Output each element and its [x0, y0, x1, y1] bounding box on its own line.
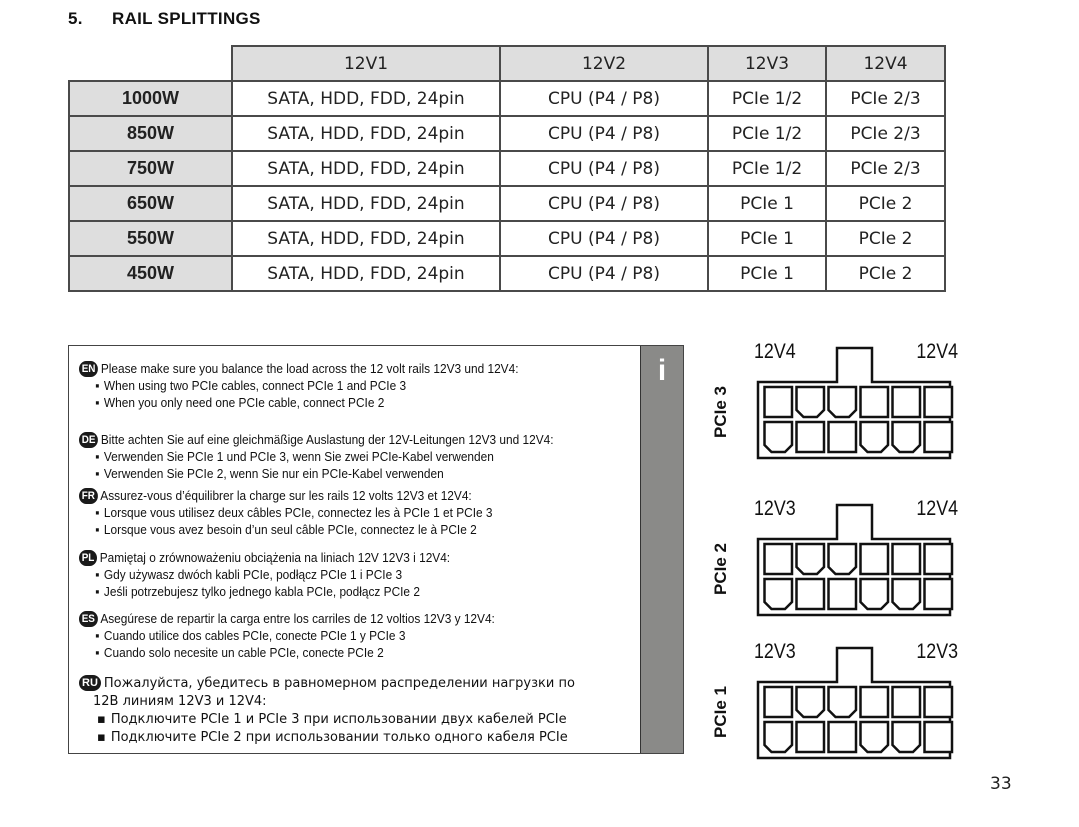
note-bullet: ▪ Cuando utilice dos cables PCIe, conecte PCIe 1 y PCIe 3 [79, 627, 583, 644]
note-bullet: ▪ Gdy używasz dwóch kabli PCIe, podłącz PCIe 1 i PCIe 3 [79, 566, 583, 583]
right-rail-label: 12V4 [916, 340, 958, 363]
table-header-12v4: 12V4 [826, 46, 945, 81]
connector-pin-chamfered [797, 544, 825, 574]
connector-name [710, 667, 732, 757]
connector-pin-square [893, 687, 921, 717]
rail-cell: CPU (P4 / P8) [500, 256, 708, 291]
wattage-cell: 750W [69, 151, 232, 186]
rail-cell: PCIe 1 [708, 186, 826, 221]
rail-cell: PCIe 2 [826, 256, 945, 291]
rail-cell: PCIe 1 [708, 221, 826, 256]
note-intro-text: Asegúrese de repartir la carga entre los carriles de 12 voltios 12V3 y 12V4: [100, 611, 495, 626]
page-number: 33 [990, 774, 1012, 794]
connector-pin-square [925, 722, 953, 752]
rail-cell: CPU (P4 / P8) [500, 151, 708, 186]
note-intro [79, 549, 583, 566]
rail-cell: PCIe 1/2 [708, 116, 826, 151]
connector-name-label: PCIe 1 [711, 686, 730, 738]
left-rail-label: 12V3 [754, 640, 796, 663]
note-bullet: ▪ When you only need one PCIe cable, connect PCIe 2 [79, 394, 583, 411]
rail-cell: SATA, HDD, FDD, 24pin [232, 186, 500, 221]
rail-cell: PCIe 2/3 [826, 151, 945, 186]
connector-diagram-pcie-3 [710, 340, 970, 465]
table-row [69, 221, 945, 256]
table-row [69, 116, 945, 151]
rail-cell: SATA, HDD, FDD, 24pin [232, 221, 500, 256]
note-pl [79, 549, 583, 600]
connector-pin-chamfered [797, 387, 825, 417]
note-es [79, 610, 583, 661]
section-title-text: RAIL SPLITTINGS [112, 9, 261, 28]
rail-cell: CPU (P4 / P8) [500, 81, 708, 116]
note-bullet: ▪ Verwenden Sie PCIe 2, wenn Sie nur ein PCIe-Kabel verwenden [79, 465, 583, 482]
right-rail-label: 12V3 [916, 640, 958, 663]
left-rail-label: 12V3 [754, 497, 796, 520]
connector-pin-chamfered [861, 422, 889, 452]
note-intro [79, 431, 583, 448]
note-de [79, 431, 583, 482]
table-header-12v1: 12V1 [232, 46, 500, 81]
connector-pin-square [925, 579, 953, 609]
rail-cell: PCIe 1/2 [708, 81, 826, 116]
rail-cell: PCIe 2/3 [826, 81, 945, 116]
connector-pin-chamfered [829, 544, 857, 574]
connector-pin-chamfered [893, 722, 921, 752]
connector-pin-square [829, 422, 857, 452]
language-badge-icon: DE [79, 432, 98, 448]
note-ru [79, 675, 639, 747]
rail-cell: PCIe 2 [826, 221, 945, 256]
rail-cell: PCIe 2 [826, 186, 945, 221]
note-intro-text: Bitte achten Sie auf eine gleichmäßige Auslastung der 12V-Leitungen 12V3 und 12V4: [100, 432, 554, 447]
table-row [69, 186, 945, 221]
language-badge-icon: FR [79, 488, 98, 504]
note-intro-text: Пожалуйста, убедитесь в равномерном распределении нагрузки по [103, 676, 575, 691]
connector-name [710, 524, 732, 614]
rail-cell: SATA, HDD, FDD, 24pin [232, 151, 500, 186]
connector-pin-square [797, 579, 825, 609]
wattage-cell: 850W [69, 116, 232, 151]
connector-pin-square [797, 422, 825, 452]
wattage-cell: 450W [69, 256, 232, 291]
wattage-cell: 650W [69, 186, 232, 221]
table-header-row [69, 46, 945, 81]
connector-diagram-pcie-1 [710, 640, 970, 765]
language-badge-icon: EN [79, 361, 98, 377]
note-bullet: ▪ Jeśli potrzebujesz tylko jednego kabla PCIe, podłącz PCIe 2 [79, 583, 583, 600]
rail-cell: CPU (P4 / P8) [500, 186, 708, 221]
note-intro [79, 487, 583, 504]
table-header-blank [69, 46, 232, 81]
connector-pin-square [829, 579, 857, 609]
connector-pin-chamfered [861, 722, 889, 752]
connector-pin-square [765, 544, 793, 574]
connector-pin-square [765, 687, 793, 717]
info-notes-box [68, 345, 684, 754]
note-bullet: ▪ Lorsque vous utilisez deux câbles PCIe, connectez les à PCIe 1 et PCIe 3 [79, 504, 583, 521]
connector-pin-chamfered [765, 579, 793, 609]
language-badge-icon: ES [79, 611, 98, 627]
table-row [69, 81, 945, 116]
section-number: 5. [68, 9, 83, 28]
note-intro-text: Assurez-vous d’équilibrer la charge sur les rails 12 volts 12V3 et 12V4: [100, 488, 472, 503]
connector-pin-square [893, 544, 921, 574]
rail-cell: SATA, HDD, FDD, 24pin [232, 256, 500, 291]
table-row [69, 256, 945, 291]
note-bullet: ▪ Verwenden Sie PCIe 1 und PCIe 3, wenn Sie zwei PCIe-Kabel verwenden [79, 448, 583, 465]
info-icon: i [657, 354, 667, 387]
table-header-12v2: 12V2 [500, 46, 708, 81]
connector-pin-square [765, 387, 793, 417]
connector-pin-chamfered [797, 687, 825, 717]
info-strip [640, 346, 683, 753]
left-rail-label: 12V4 [754, 340, 796, 363]
wattage-cell: 1000W [69, 81, 232, 116]
connector-pin-chamfered [829, 687, 857, 717]
note-intro-text: Pamiętaj o zrównoważeniu obciążenia na liniach 12V 12V3 i 12V4: [99, 550, 451, 565]
connector-pin-square [861, 544, 889, 574]
table-header-12v3: 12V3 [708, 46, 826, 81]
connector-pin-chamfered [765, 722, 793, 752]
note-en [79, 360, 583, 411]
rail-cell: PCIe 2/3 [826, 116, 945, 151]
rail-splitting-table [68, 45, 946, 292]
note-bullet: ▪ Cuando solo necesite un cable PCIe, conecte PCIe 2 [79, 644, 583, 661]
connector-pin-square [925, 687, 953, 717]
note-intro [79, 675, 639, 693]
wattage-cell: 550W [69, 221, 232, 256]
connector-pin-square [925, 387, 953, 417]
connector-pin-chamfered [861, 579, 889, 609]
note-bullet: ▪ When using two PCIe cables, connect PCIe 1 and PCIe 3 [79, 377, 583, 394]
connector-pin-square [829, 722, 857, 752]
note-bullet: ▪ Подключите PCIe 2 при использовании только одного кабеля PCIe [79, 729, 639, 747]
connector-pin-chamfered [829, 387, 857, 417]
connector-pin-square [925, 422, 953, 452]
connector-pin-square [861, 387, 889, 417]
connector-name-label: PCIe 3 [711, 386, 730, 438]
language-badge-icon: PL [79, 550, 97, 566]
language-badge-icon: RU [79, 675, 101, 691]
note-intro [79, 360, 583, 377]
connector-name [710, 367, 732, 457]
connector-pin-square [861, 687, 889, 717]
connector-name-label: PCIe 2 [711, 543, 730, 595]
connector-pin-square [893, 387, 921, 417]
connector-pin-chamfered [765, 422, 793, 452]
rail-cell: SATA, HDD, FDD, 24pin [232, 116, 500, 151]
rail-cell: CPU (P4 / P8) [500, 116, 708, 151]
connector-diagram-pcie-2 [710, 497, 970, 622]
table-row [69, 151, 945, 186]
note-bullet: ▪ Lorsque vous avez besoin d’un seul câble PCIe, connectez le à PCIe 2 [79, 521, 583, 538]
rail-cell: PCIe 1 [708, 256, 826, 291]
connector-pin-square [797, 722, 825, 752]
rail-cell: PCIe 1/2 [708, 151, 826, 186]
note-intro-text: Please make sure you balance the load across the 12 volt rails 12V3 und 12V4: [100, 361, 519, 376]
note-fr [79, 487, 583, 538]
connector-pin-chamfered [893, 579, 921, 609]
note-bullet: ▪ Подключите PCIe 1 и PCIe 3 при использовании двух кабелей PCIe [79, 711, 639, 729]
rail-cell: CPU (P4 / P8) [500, 221, 708, 256]
note-intro-continuation: 12В линиям 12V3 и 12V4: [93, 694, 267, 709]
connector-pin-square [925, 544, 953, 574]
note-intro [79, 610, 583, 627]
right-rail-label: 12V4 [916, 497, 958, 520]
connector-pin-chamfered [893, 422, 921, 452]
section-title [68, 9, 261, 29]
rail-cell: SATA, HDD, FDD, 24pin [232, 81, 500, 116]
